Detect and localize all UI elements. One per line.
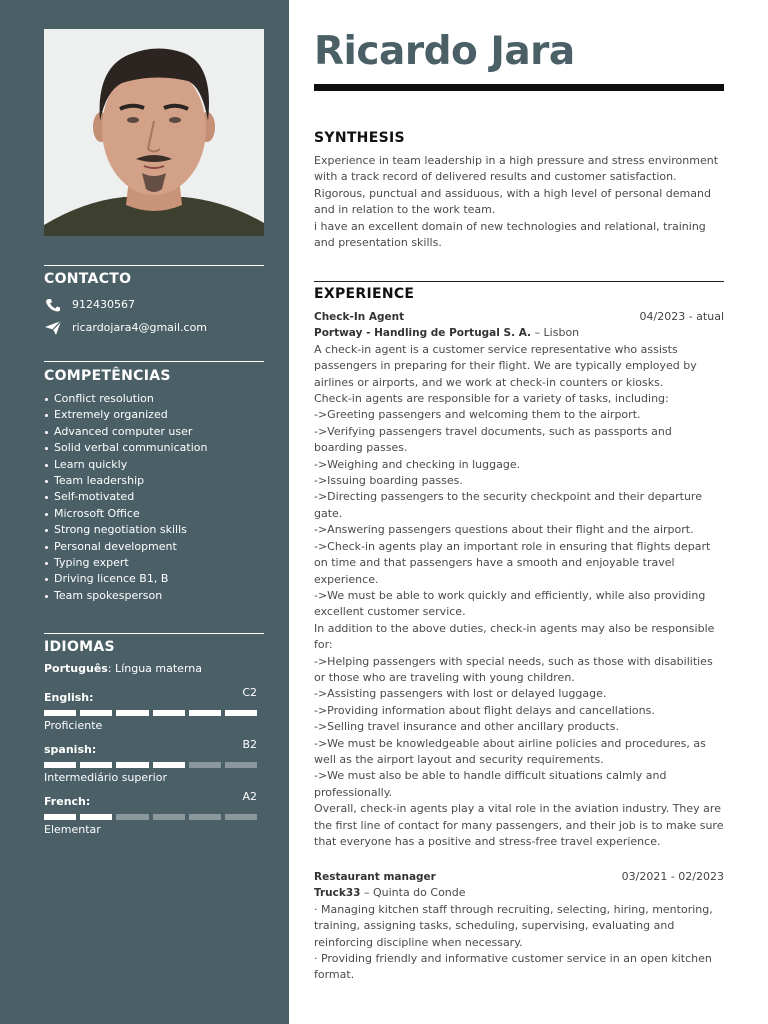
job-description-line: experience.: [314, 572, 379, 586]
language-code: C2: [242, 686, 257, 699]
job-description-line: ->Greeting passengers and welcoming them to the airport.: [314, 408, 641, 422]
synthesis-line: and in relation to the work team.: [314, 203, 496, 217]
job-description-line: ->We must be knowledgeable about airline policies and procedures, as: [314, 736, 706, 750]
job-description-line: on time and that passengers have a smooth and enjoyable travel: [314, 556, 675, 570]
divider: [44, 265, 264, 266]
job-description-line: ->We must be able to work quickly and efficiently, while also providing: [314, 588, 706, 602]
synthesis-title: SYNTHESIS: [314, 130, 405, 146]
level-bar-segment: [189, 762, 221, 768]
job-description: [314, 902, 726, 984]
job-description-line: · Providing friendly and informative customer service in an open kitchen: [314, 952, 712, 966]
language-name: French:: [44, 795, 91, 808]
native-language: [44, 662, 264, 676]
job-description-line: gate.: [314, 506, 343, 520]
language-name: spanish:: [44, 743, 97, 756]
skill-item: Conflict resolution: [44, 391, 264, 407]
job-dates: 04/2023 - atual: [639, 310, 724, 323]
skill-item: Self-motivated: [44, 489, 264, 505]
language-item: [44, 790, 264, 836]
contact-section: [44, 265, 264, 335]
job-description-line: excellent customer service.: [314, 605, 466, 619]
job-description-line: ->Selling travel insurance and other ancillary products.: [314, 720, 619, 734]
job-description-line: boarding passes.: [314, 441, 408, 455]
job-description-line: for:: [314, 638, 333, 652]
level-bar-segment: [116, 814, 148, 820]
level-bar-segment: [225, 710, 257, 716]
job-description-line: Check-in agents are responsible for a variety of tasks, including:: [314, 392, 669, 406]
level-bar-segment: [225, 814, 257, 820]
skill-item: Team leadership: [44, 473, 264, 489]
job-description-line: ->Answering passengers questions about their flight and the airport.: [314, 523, 694, 537]
job-entry: [314, 309, 724, 850]
language-level: Elementar: [44, 823, 101, 836]
native-language-name: Português: [44, 662, 108, 675]
synthesis-line: Rigorous, punctual and assiduous, with a high level of personal demand: [314, 186, 711, 200]
job-location: – Lisbon: [531, 326, 580, 340]
job-title: Restaurant manager: [314, 871, 436, 883]
contact-email: [44, 321, 264, 335]
job-description-line: ->Check-in agents play an important role in ensuring that flights depart: [314, 539, 711, 553]
job-description-line: In addition to the above duties, check-in agents may also be responsible: [314, 621, 715, 635]
language-code: B2: [242, 738, 257, 751]
job-description-line: professionally.: [314, 785, 393, 799]
job-description-line: ->Providing information about flight delays and cancellations.: [314, 703, 655, 717]
skill-item: Driving licence B1, B: [44, 571, 264, 587]
skill-item: Microsoft Office: [44, 506, 264, 522]
job-description-line: ->Directing passengers to the security checkpoint and their departure: [314, 490, 702, 504]
job-description-line: ->Helping passengers with special needs, such as those with disabilities: [314, 654, 713, 668]
divider: [314, 281, 724, 282]
job-description-line: training, assigning tasks, scheduling, supervising, evaluating and: [314, 919, 675, 933]
level-bar-segment: [116, 762, 148, 768]
job-title: Check-In Agent: [314, 311, 405, 323]
level-bar-segment: [80, 762, 112, 768]
level-bar-segment: [44, 710, 76, 716]
experience-title: EXPERIENCE: [314, 286, 415, 302]
synthesis-line: with a track record of delivered results and customer satisfaction.: [314, 170, 677, 184]
language-name-text: spanish: [44, 743, 92, 756]
job-company: Truck33: [314, 887, 361, 900]
language-name-text: French: [44, 795, 86, 808]
job-description: [314, 342, 726, 851]
job-description-line: · Managing kitchen staff through recruiting, selecting, hiring, mentoring,: [314, 902, 713, 916]
language-item: [44, 686, 264, 732]
divider: [44, 361, 264, 362]
languages-title: IDIOMAS: [44, 639, 115, 655]
skills-list: [44, 391, 264, 604]
languages-section: [44, 633, 264, 836]
level-bar-segment: [189, 814, 221, 820]
skill-item: Solid verbal communication: [44, 440, 264, 456]
job-description-line: Overall, check-in agents play a vital role in the aviation industry. They are: [314, 802, 721, 816]
level-bar-segment: [44, 762, 76, 768]
profile-photo: [44, 29, 264, 236]
skill-item: Team spokesperson: [44, 588, 264, 604]
job-entry: [314, 869, 724, 984]
language-level: Proficiente: [44, 719, 103, 732]
job-description-line: ->Weighing and checking in luggage.: [314, 457, 521, 471]
language-name: English:: [44, 691, 94, 704]
job-description-line: that everyone has a positive and stress-free travel experience.: [314, 835, 661, 848]
language-level: Intermediário superior: [44, 771, 167, 784]
level-bar-segment: [116, 710, 148, 716]
native-language-level: : Língua materna: [107, 662, 202, 675]
job-description-line: airlines or airports, and we work at check-in counters or kiosks.: [314, 375, 664, 389]
synthesis-line: i have an excellent domain of new technologies and relational, training: [314, 219, 706, 233]
level-bar-segment: [80, 814, 112, 820]
level-bar-segment: [153, 814, 185, 820]
phone-icon: [44, 298, 62, 312]
synthesis-text: [314, 153, 726, 251]
job-dates: 03/2021 - 02/2023: [621, 870, 724, 883]
synthesis-line: Experience in team leadership in a high pressure and stress environment: [314, 154, 719, 167]
language-item: [44, 738, 264, 784]
phone-number[interactable]: 912430567: [72, 298, 135, 311]
skill-item: Personal development: [44, 539, 264, 555]
job-description-line: reinforcing discipline when necessary.: [314, 935, 523, 949]
job-company: Portway - Handling de Portugal S. A.: [314, 327, 532, 340]
level-bar-segment: [153, 710, 185, 716]
person-name: Ricardo Jara: [314, 29, 575, 74]
job-description-line: ->We must also be able to handle difficult situations calmly and: [314, 769, 667, 783]
divider: [44, 633, 264, 634]
language-level-bars: [44, 814, 257, 820]
synthesis-line: and presentation skills.: [314, 236, 442, 250]
language-name-text: English: [44, 691, 90, 704]
name-underline: [314, 84, 724, 91]
contact-phone: [44, 298, 264, 312]
job-description-line: format.: [314, 968, 355, 982]
skill-item: Advanced computer user: [44, 424, 264, 440]
job-description-line: A check-in agent is a customer service representative who assists: [314, 342, 678, 356]
send-icon: [44, 321, 62, 335]
skills-section: [44, 361, 264, 604]
job-description-line: the first line of contact for many passengers, and their job is to make sure: [314, 818, 724, 832]
job-location: – Quinta do Conde: [360, 886, 466, 900]
job-description-line: ->Verifying passengers travel documents, such as passports and: [314, 424, 672, 438]
job-company-line: [314, 325, 724, 341]
skill-item: Typing expert: [44, 555, 264, 571]
job-description-line: ->Issuing boarding passes.: [314, 474, 463, 488]
job-description-line: well as the airport layout and security requirements.: [314, 752, 604, 766]
sidebar: [0, 0, 289, 1024]
job-description-line: or those who are traveling with young children.: [314, 670, 575, 684]
level-bar-segment: [44, 814, 76, 820]
language-level-bars: [44, 710, 257, 716]
contact-title: CONTACTO: [44, 271, 132, 287]
skill-item: Extremely organized: [44, 407, 264, 423]
language-level-bars: [44, 762, 257, 768]
level-bar-segment: [225, 762, 257, 768]
skill-item: Learn quickly: [44, 457, 264, 473]
job-company-line: [314, 885, 724, 901]
languages-list: [44, 686, 264, 836]
level-bar-segment: [153, 762, 185, 768]
level-bar-segment: [189, 710, 221, 716]
job-description-line: passengers in preparing for their flight. We are typically employed by: [314, 359, 697, 373]
skill-item: Strong negotiation skills: [44, 522, 264, 538]
email-address[interactable]: ricardojara4@gmail.com: [72, 321, 208, 334]
level-bar-segment: [80, 710, 112, 716]
skills-title: COMPETÊNCIAS: [44, 368, 171, 384]
language-code: A2: [242, 790, 257, 803]
job-description-line: ->Assisting passengers with lost or delayed luggage.: [314, 687, 607, 701]
